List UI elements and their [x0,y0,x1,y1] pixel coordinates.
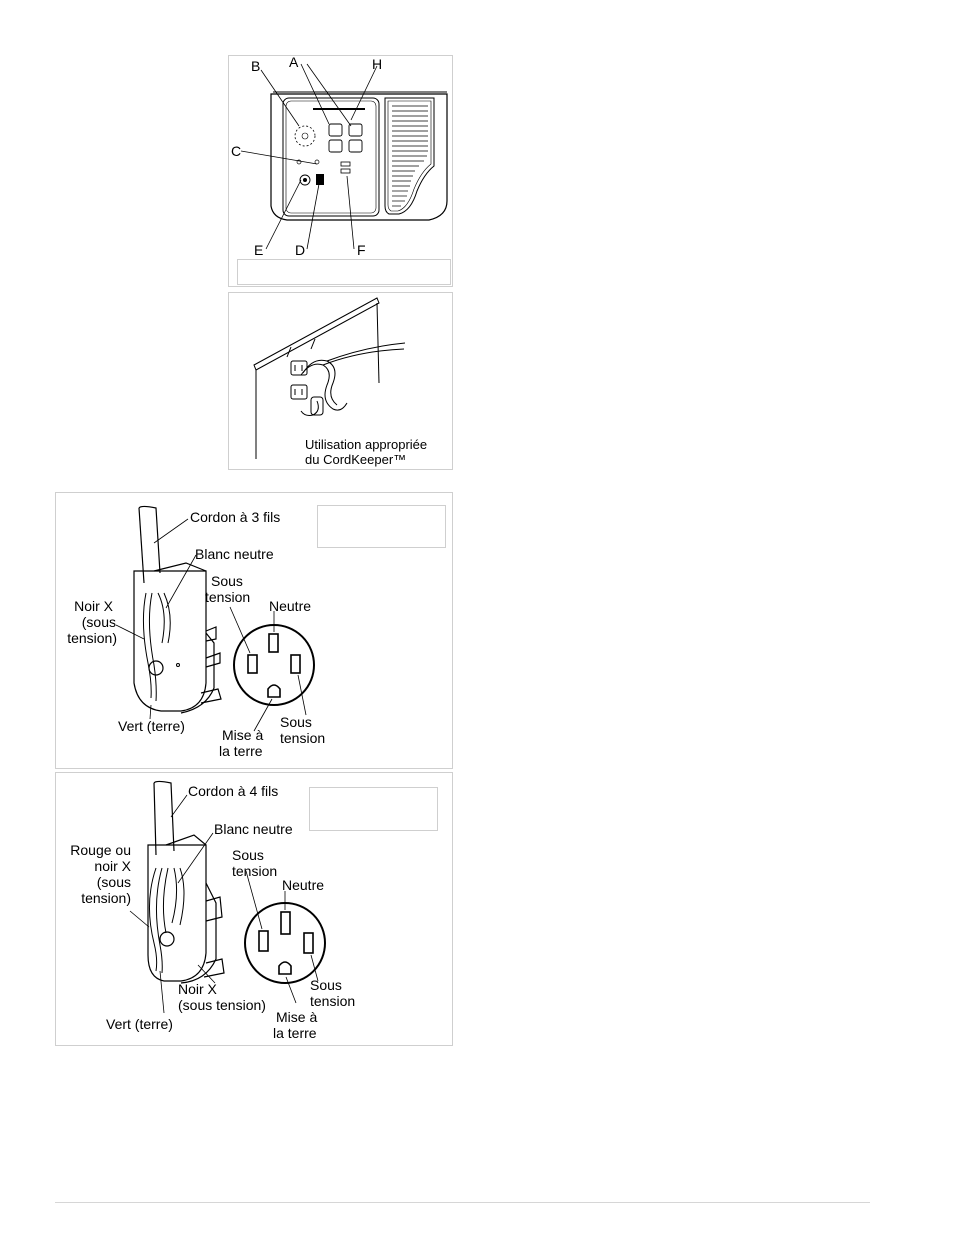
label-4wire-live-top-l2: tension [232,863,278,879]
label-3wire-live-right-l1: Sous [280,714,312,730]
four-wire-cord-figure [55,772,453,1046]
footer-rule [55,1202,870,1203]
label-3wire-live-right-l2: tension [280,730,326,746]
label-4wire-red-l2: noir X [94,858,131,874]
cordkeeper-caption-line2: du CordKeeper™ [305,452,407,467]
label-f: F [357,242,366,258]
label-4wire-black-l2: (sous tension) [178,997,266,1013]
label-4wire-white-neutral: Blanc neutre [214,821,293,837]
control-panel-drawing [229,56,452,286]
three-wire-blank-box [317,505,446,548]
label-e: E [254,242,264,258]
label-3wire-green: Vert (terre) [118,718,185,734]
panel-caption-box [237,259,451,285]
label-4wire-red-l3: (sous [96,874,131,890]
label-3wire-live-top-l1: Sous [211,573,243,589]
label-4wire-red-l4: tension) [81,890,131,906]
cordkeeper-caption [305,437,427,467]
cordkeeper-figure [228,292,453,470]
label-a: A [289,56,299,70]
cordkeeper-caption-line1: Utilisation appropriée [305,437,428,452]
label-3wire-black-l3: tension) [67,630,117,646]
label-c: C [231,143,242,159]
label-3wire-black-l1: Noir X [74,598,113,614]
label-3wire-cord: Cordon à 3 fils [190,509,281,525]
label-b: B [251,58,261,74]
label-4wire-ground-l1: Mise à [276,1009,318,1025]
label-3wire-black-l2: (sous [81,614,116,630]
three-wire-cord-figure [55,492,453,769]
label-4wire-live-right-l2: tension [310,993,356,1009]
label-3wire-white-neutral: Blanc neutre [195,546,274,562]
label-3wire-ground-l2: la terre [219,743,263,759]
label-4wire-live-right-l1: Sous [310,977,342,993]
label-4wire-neutral: Neutre [282,877,325,893]
label-3wire-ground-l1: Mise à [222,727,264,743]
four-wire-blank-box [309,787,438,831]
label-h: H [372,56,383,72]
label-4wire-live-top-l1: Sous [232,847,264,863]
label-3wire-neutral: Neutre [269,598,312,614]
label-d: D [295,242,306,258]
label-4wire-cord: Cordon à 4 fils [188,783,279,799]
label-4wire-red-l1: Rouge ou [70,842,131,858]
label-4wire-black-l1: Noir X [178,981,217,997]
control-panel-figure [228,55,453,287]
label-3wire-live-top-l2: tension [205,589,251,605]
label-4wire-green: Vert (terre) [106,1016,173,1032]
label-4wire-ground-l2: la terre [273,1025,317,1041]
